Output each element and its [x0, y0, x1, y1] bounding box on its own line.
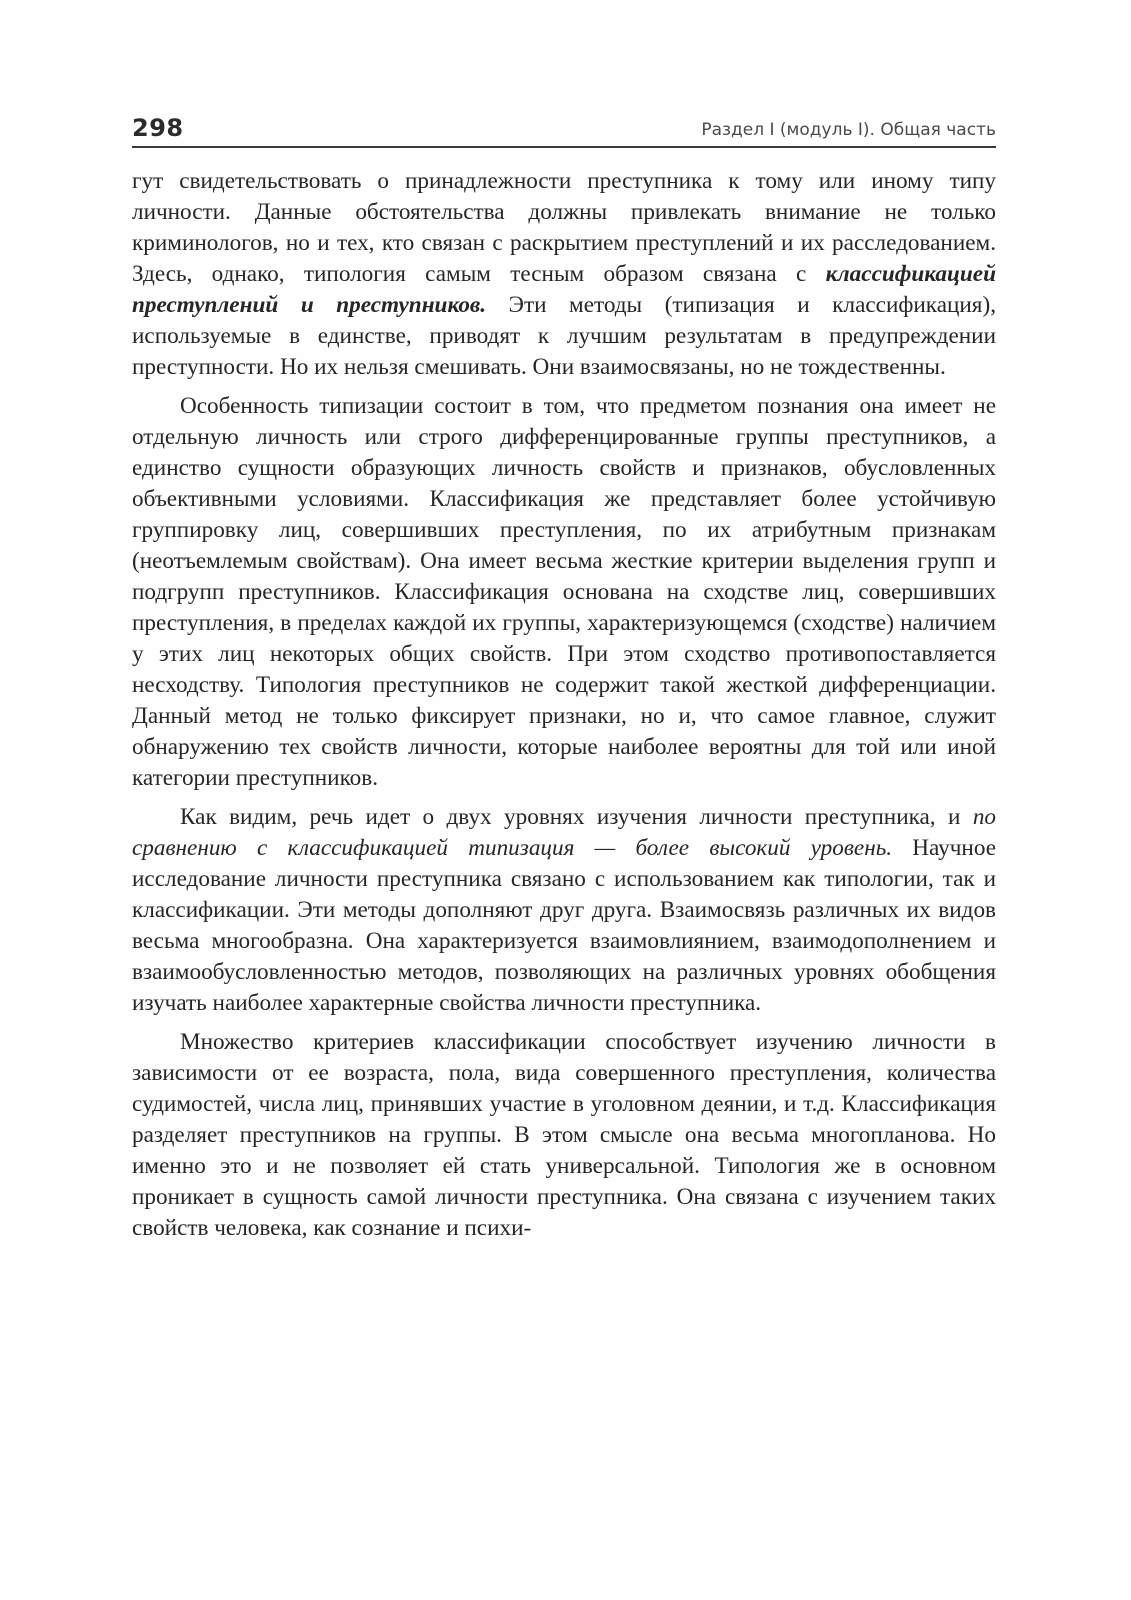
paragraph-2-text: Особенность типизации состоит в том, что предметом познания она имеет не отдельную личность или строго дифференцированные группы преступников, а единство сущности образующих личность свойств и признаков, обусловленных объективными условиями. Классификация же представляет более устойчивую группировку лиц, совершивших преступления, по их атрибутным признакам (неотъемлемым свойствам). Она имеет весьма жесткие критерии выделения групп и подгрупп преступников. Классификация основана на сходстве лиц, совершивших преступления, в пределах каждой их группы, характеризующемся (сходстве) наличием у этих лиц некоторых общих свойств. При этом сходство противопоставляется несходству. Типология преступников не содержит такой жесткой дифференциации. Данный метод не только фиксирует признаки, но и, что самое главное, служит обнаружению тех свойств личности, которые наиболее вероятны для той или иной категории преступников. — [132, 393, 996, 791]
paragraph-4-text: Множество критериев классификации способствует изучению личности в зависимости от ее возраста, пола, вида совершенного преступления, количества судимостей, числа лиц, принявших участие в уголовном деянии, и т.д. Классификация разделяет преступников на группы. В этом смысле она весьма многопланова. Но именно это и не позволяет ей стать универсальной. Типология же в основном проникает в сущность самой личности преступника. Она связана с изучением таких свойств человека, как сознание и психи- — [132, 1029, 996, 1241]
paragraph-3 — [132, 802, 996, 1019]
body-text — [132, 166, 996, 1252]
paragraph-1-text-a: гут свидетельствовать о принадлежности преступника к тому или иному типу личности. Данные обстоятельства должны привлекать внимание не только криминологов, но и тех, кто связан с раскрытием преступлений и их расследованием. Здесь, однако, типология самым тесным образом связана с — [132, 168, 996, 287]
paragraph-3-text-a: Как видим, речь идет о двух уровнях изучения личности преступника, и — [180, 804, 973, 830]
paragraph-3-emphasis: по сравнению с классификацией типизация — более высокий уровень. — [132, 804, 996, 861]
paragraph-3-text-b: Научное исследование личности преступника связано с использованием как типологии, так и классификации. Эти методы дополняют друг друга. Взаимосвязь различных их видов весьма многообразна. Она характеризуется взаимовлиянием, взаимодополнением и взаимообусловленностью методов, позволяющих на различных уровнях обобщения изучать наиболее характерные свойства личности преступника. — [132, 835, 996, 1016]
paragraph-1-text-b: Эти методы (типизация и классификация), используемые в единстве, приводят к лучшим результатам в предупреждении преступности. Но их нельзя смешивать. Они взаимосвязаны, но не тождественны. — [132, 292, 996, 380]
paragraph-4 — [132, 1027, 996, 1244]
page-header — [132, 112, 996, 148]
paragraph-2 — [132, 391, 996, 794]
paragraph-1 — [132, 166, 996, 383]
page-number: 298 — [132, 114, 184, 142]
running-head: Раздел I (модуль I). Общая часть — [701, 120, 996, 140]
paragraph-1-emphasis: классификацией преступлений и преступников. — [132, 261, 996, 318]
